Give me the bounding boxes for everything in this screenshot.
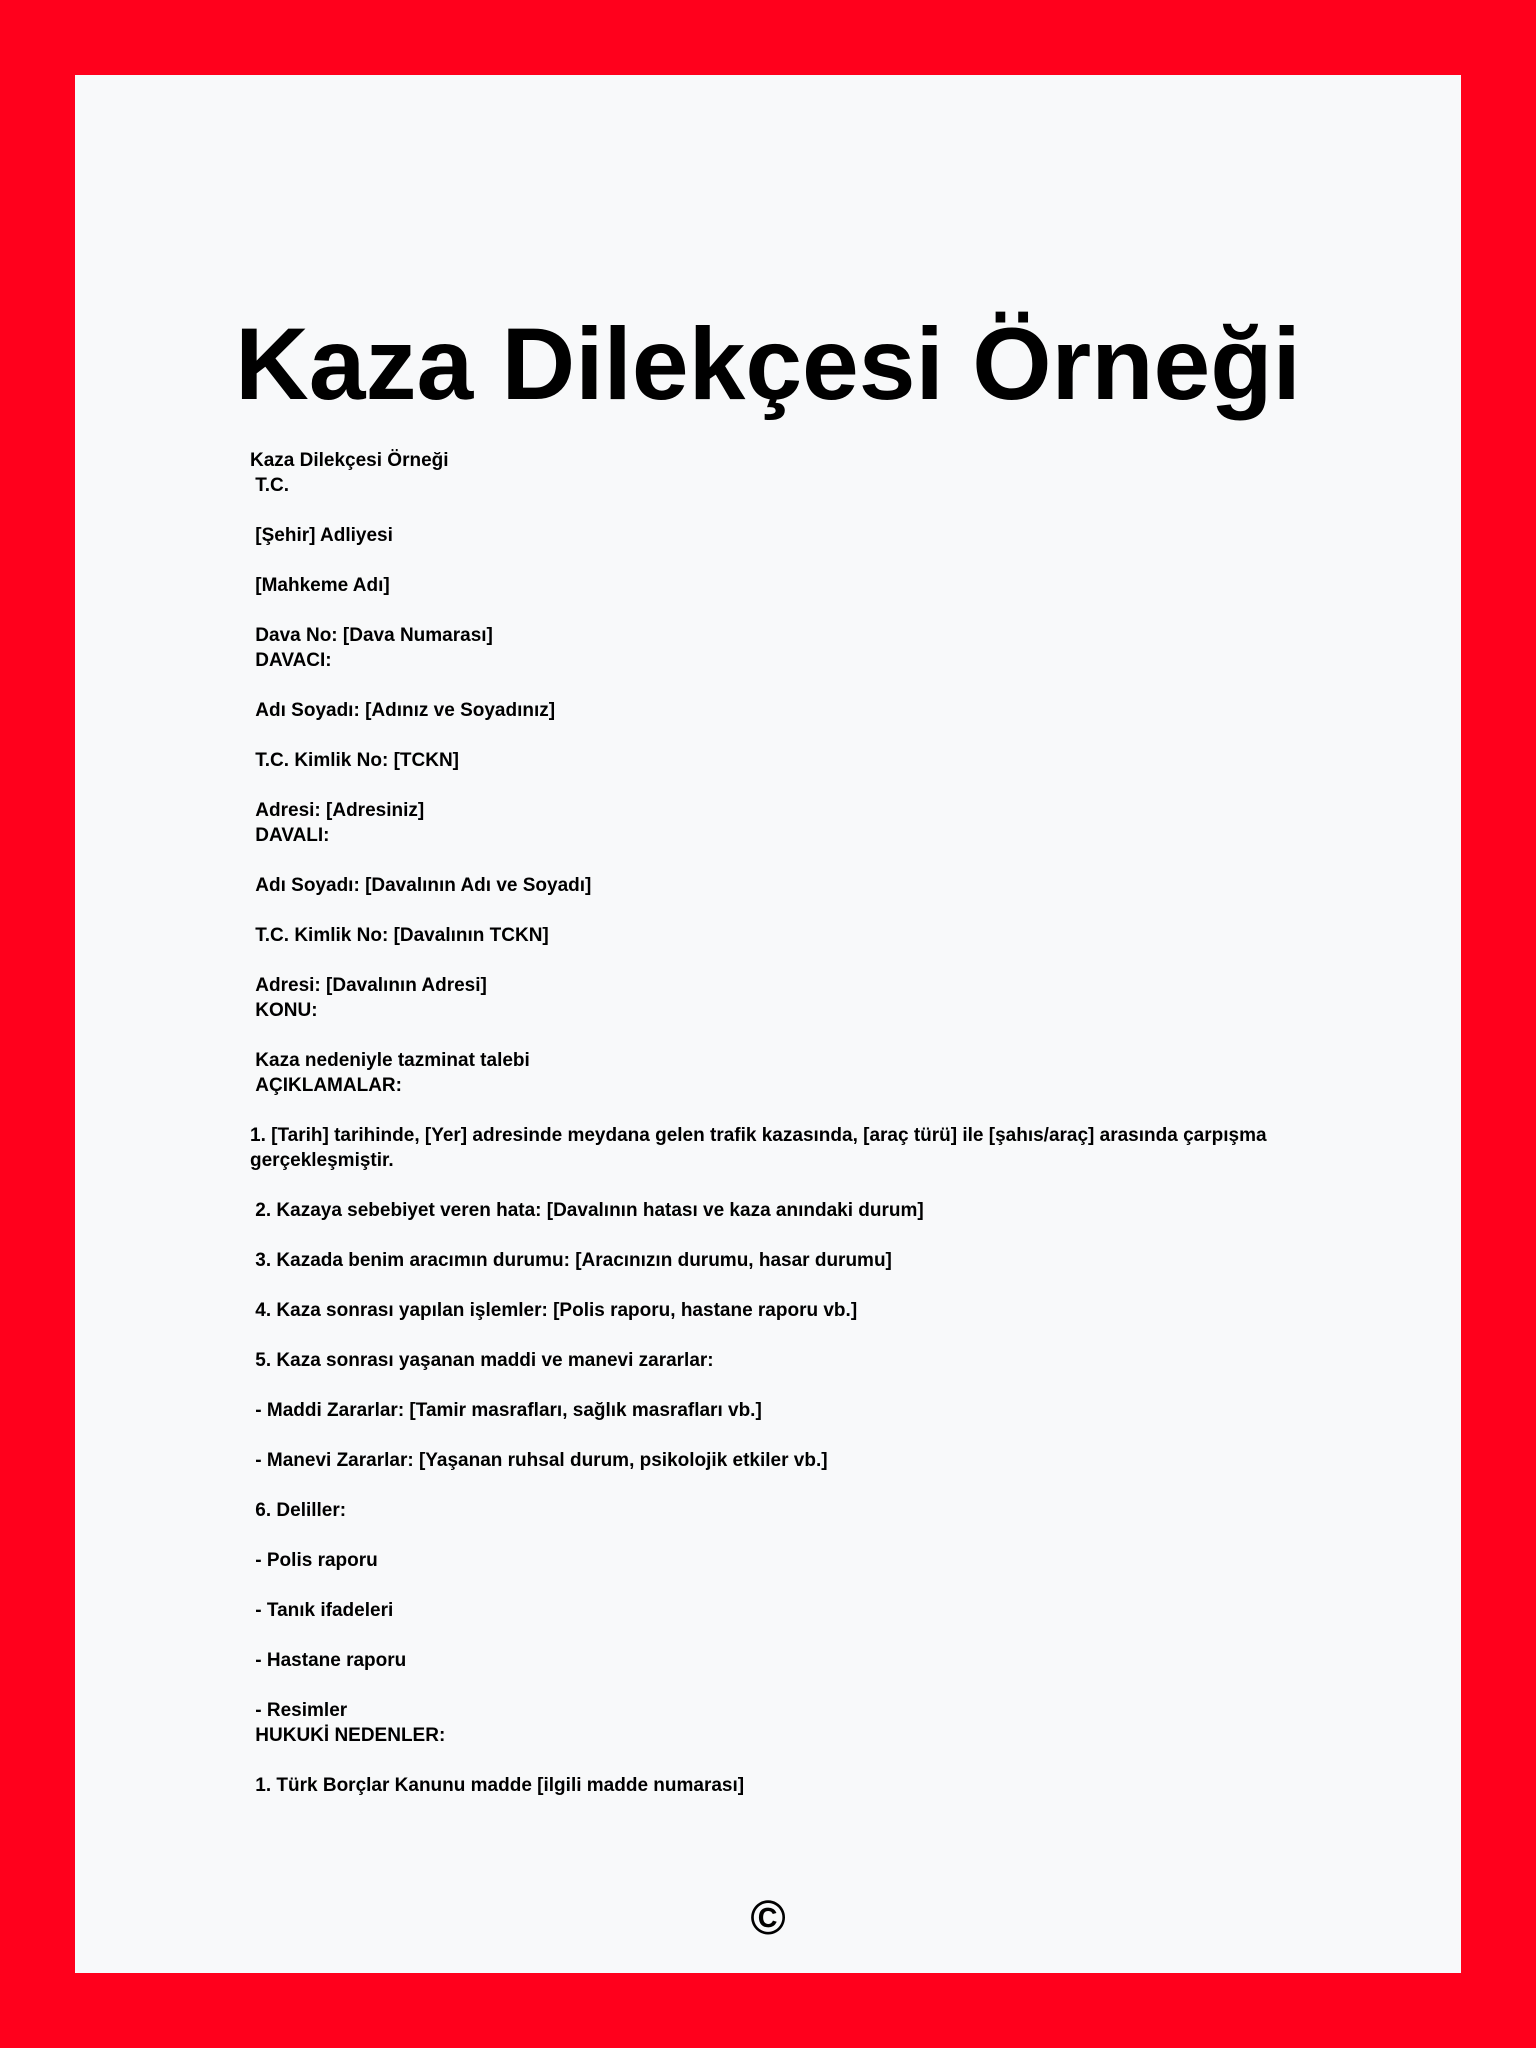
- body-line: Kaza Dilekçesi Örneği: [250, 450, 449, 471]
- body-line: [250, 898, 1290, 923]
- document-page: [75, 75, 1461, 1973]
- body-line: 1. Türk Borçlar Kanunu madde [ilgili madde numarası]: [250, 1775, 745, 1796]
- body-line: - Resimler: [250, 1700, 348, 1721]
- body-line: HUKUKİ NEDENLER:: [250, 1725, 446, 1746]
- body-line: [250, 1473, 1290, 1498]
- body-line: Adresi: [Adresiniz]: [250, 800, 425, 821]
- body-line: [250, 1423, 1290, 1448]
- body-line: 1. [Tarih] tarihinde, [Yer] adresinde meydana gelen trafik kazasında, [araç türü] ile [şahıs/araç] arasında çarpışma gerçekleşmiştir.: [250, 1125, 1272, 1171]
- body-line: 2. Kazaya sebebiyet veren hata: [Davalının hatası ve kaza anındaki durum]: [250, 1200, 924, 1221]
- body-line: [250, 948, 1290, 973]
- body-line: [250, 598, 1290, 623]
- body-line: [250, 498, 1290, 523]
- body-line: [250, 1523, 1290, 1548]
- body-line: T.C. Kimlik No: [Davalının TCKN]: [250, 925, 549, 946]
- body-line: 5. Kaza sonrası yaşanan maddi ve manevi zararlar:: [250, 1350, 714, 1371]
- body-line: [250, 1098, 1290, 1123]
- body-line: DAVALI:: [250, 825, 330, 846]
- body-line: AÇIKLAMALAR:: [250, 1075, 402, 1096]
- body-line: [Mahkeme Adı]: [250, 575, 390, 596]
- body-line: [250, 848, 1290, 873]
- body-line: 4. Kaza sonrası yapılan işlemler: [Polis raporu, hastane raporu vb.]: [250, 1300, 858, 1321]
- page-title: Kaza Dilekçesi Örneği: [235, 307, 1301, 421]
- body-line: Kaza nedeniyle tazminat talebi: [250, 1050, 530, 1071]
- body-line: - Manevi Zararlar: [Yaşanan ruhsal durum, psikolojik etkiler vb.]: [250, 1450, 828, 1471]
- body-line: Dava No: [Dava Numarası]: [250, 625, 493, 646]
- body-line: - Polis raporu: [250, 1550, 378, 1571]
- body-line: [250, 1673, 1290, 1698]
- body-line: [250, 1173, 1290, 1198]
- body-line: 3. Kazada benim aracımın durumu: [Aracınızın durumu, hasar durumu]: [250, 1250, 892, 1271]
- body-line: KONU:: [250, 1000, 318, 1021]
- body-line: [250, 1748, 1290, 1773]
- body-line: T.C.: [250, 475, 290, 496]
- petition-body: [250, 448, 1290, 1798]
- body-line: [Şehir] Adliyesi: [250, 525, 393, 546]
- body-line: [250, 1323, 1290, 1348]
- copyright-icon: ©: [750, 1892, 786, 1945]
- body-line: [250, 673, 1290, 698]
- body-line: 6. Deliller:: [250, 1500, 347, 1521]
- body-line: [250, 1623, 1290, 1648]
- body-line: [250, 1023, 1290, 1048]
- body-line: [250, 1373, 1290, 1398]
- body-line: [250, 548, 1290, 573]
- body-line: [250, 1223, 1290, 1248]
- body-line: - Hastane raporu: [250, 1650, 407, 1671]
- body-line: [250, 1573, 1290, 1598]
- body-line: Adresi: [Davalının Adresi]: [250, 975, 487, 996]
- body-line: Adı Soyadı: [Davalının Adı ve Soyadı]: [250, 875, 592, 896]
- body-line: [250, 723, 1290, 748]
- body-line: [250, 1273, 1290, 1298]
- body-line: T.C. Kimlik No: [TCKN]: [250, 750, 459, 771]
- body-line: - Tanık ifadeleri: [250, 1600, 394, 1621]
- body-line: DAVACI:: [250, 650, 332, 671]
- body-line: - Maddi Zararlar: [Tamir masrafları, sağlık masrafları vb.]: [250, 1400, 762, 1421]
- body-line: Adı Soyadı: [Adınız ve Soyadınız]: [250, 700, 556, 721]
- body-line: [250, 773, 1290, 798]
